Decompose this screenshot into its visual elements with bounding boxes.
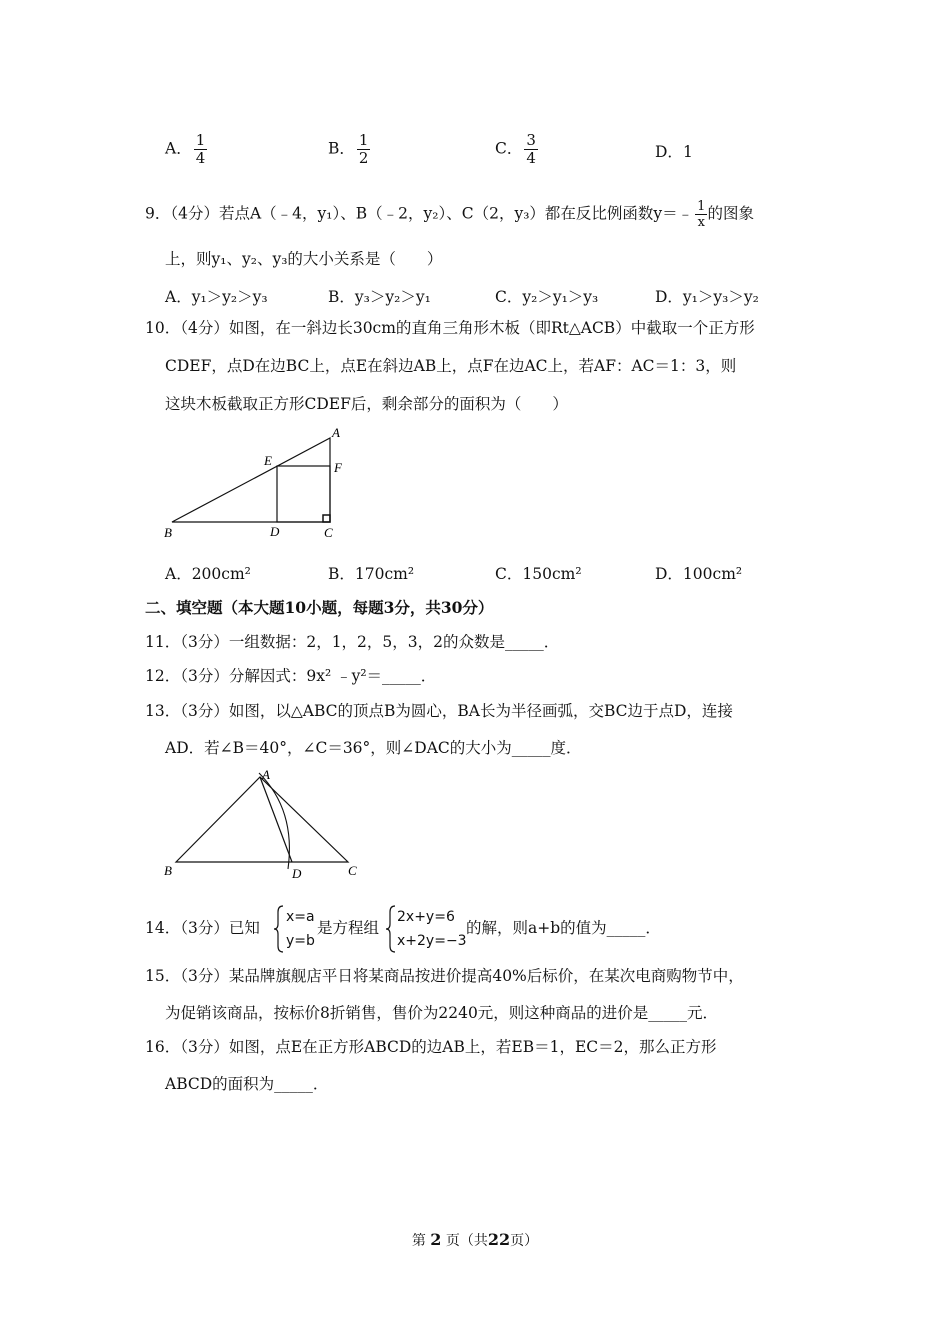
q14-brace-2 (385, 904, 397, 954)
q10-line2: CDEF，点D在边BC上，点E在斜边AB上，点F在边AC上，若AF：AC＝1：3，则 (165, 357, 737, 375)
q16-line2: ABCD的面积为_____． (165, 1075, 329, 1093)
q14-system-1 (286, 905, 315, 953)
q10-option-a: A．200cm² (165, 565, 251, 583)
q9-option-c: C．y₂＞y₁＞y₃ (495, 288, 599, 306)
q10-triangle (172, 438, 330, 522)
q8-option-b: B． $\frac{1}{2}$ (328, 131, 369, 167)
q8-option-d: D．1 (655, 143, 693, 161)
q8-option-a: A． $\frac{1}{4}$ (165, 131, 206, 167)
q9-option-d: D．y₁＞y₃＞y₂ (655, 288, 759, 306)
q13-label-a: A (262, 767, 270, 782)
q14-sys1-row1: x=a (286, 909, 315, 925)
footer-total-pages: 22 (487, 1230, 511, 1249)
q9-line1: 9．（4分）若点A（﹣4，y₁）、B（﹣2，y₂）、C（2，y₃）都在反比例函数y＝﹣ $\frac{1}{x}$ 的图象 (145, 199, 754, 230)
q14-system-2 (397, 905, 467, 953)
q9-line2: 上，则y₁、y₂、y₃的大小关系是（ ） (165, 250, 443, 268)
q14-brace-1 (273, 904, 285, 954)
q10-label-f: F (334, 460, 342, 475)
q10-line1: 10．（4分）如图，在一斜边长30cm的直角三角形木板（即Rt△ACB）中截取一个正方形 (145, 319, 755, 337)
q13-triangle (176, 777, 348, 862)
q10-label-b: B (164, 525, 172, 540)
q13-figure (160, 765, 370, 885)
q11: 11．（3分）一组数据：2，1，2，5，3，2的众数是_____． (145, 633, 560, 651)
q16-line1: 16．（3分）如图，点E在正方形ABCD的边AB上，若EB＝1，EC＝2，那么正方形 (145, 1038, 717, 1056)
q12: 12．（3分）分解因式：9x² ﹣y²＝_____． (145, 667, 437, 685)
q13-label-c: C (348, 863, 357, 878)
q13-line2: AD．若∠B＝40°，∠C＝36°，则∠DAC的大小为_____度． (165, 739, 582, 757)
q14-sys2-row1: 2x+y=6 (397, 909, 455, 925)
q10-option-d: D．100cm² (655, 565, 743, 583)
q8-b-fraction: $\frac{1}{2}$ (358, 131, 369, 167)
q10-label-a: A (332, 425, 340, 440)
q10-label-c: C (324, 525, 333, 540)
q15-line1: 15．（3分）某品牌旗舰店平日将某商品按进价提高40%后标价，在某次电商购物节中， (145, 967, 744, 985)
q14-sys1-row2: y=b (286, 933, 315, 949)
q8-a-fraction: $\frac{1}{4}$ (195, 131, 206, 167)
q8-c-fraction: $\frac{3}{4}$ (526, 131, 536, 167)
footer-page-number: 2 (430, 1230, 442, 1249)
q10-label-d: D (270, 524, 280, 539)
q13-label-b: B (164, 863, 172, 878)
q14-sys2-row2: x+2y=−3 (397, 933, 467, 949)
q10-option-c: C．150cm² (495, 565, 582, 583)
q10-label-e: E (264, 453, 272, 468)
q14-middle: 是方程组 (317, 919, 380, 937)
q13-line1: 13．（3分）如图，以△ABC的顶点B为圆心，BA长为半径画弧，交BC边于点D，连接 (145, 702, 733, 720)
q15-line2: 为促销该商品，按标价8折销售，售价为2240元，则这种商品的进价是_____元． (165, 1004, 719, 1022)
q13-label-d: D (292, 866, 302, 881)
q10-option-b: B．170cm² (328, 565, 415, 583)
q10-right-angle-mark (323, 515, 330, 522)
q9-option-a: A．y₁＞y₂＞y₃ (165, 288, 268, 306)
section2-title: 二、填空题（本大题10小题，每题3分，共30分） (145, 598, 494, 617)
q10-square (277, 466, 330, 522)
q14-prefix: 14．（3分）已知 (145, 919, 260, 937)
q13-segment-ad (260, 777, 292, 862)
page-footer: 第 2 页（共22页） (411, 1230, 539, 1249)
q14-suffix: 的解，则a+b的值为_____． (466, 919, 661, 937)
q8-option-c: C． $\frac{3}{4}$ (495, 131, 536, 167)
q10-figure (160, 420, 360, 545)
q9-option-b: B．y₃＞y₂＞y₁ (328, 288, 431, 306)
q10-line3: 这块木板截取正方形CDEF后，剩余部分的面积为（ ） (165, 395, 568, 413)
q9-fraction: $\frac{1}{x}$ (697, 199, 706, 230)
